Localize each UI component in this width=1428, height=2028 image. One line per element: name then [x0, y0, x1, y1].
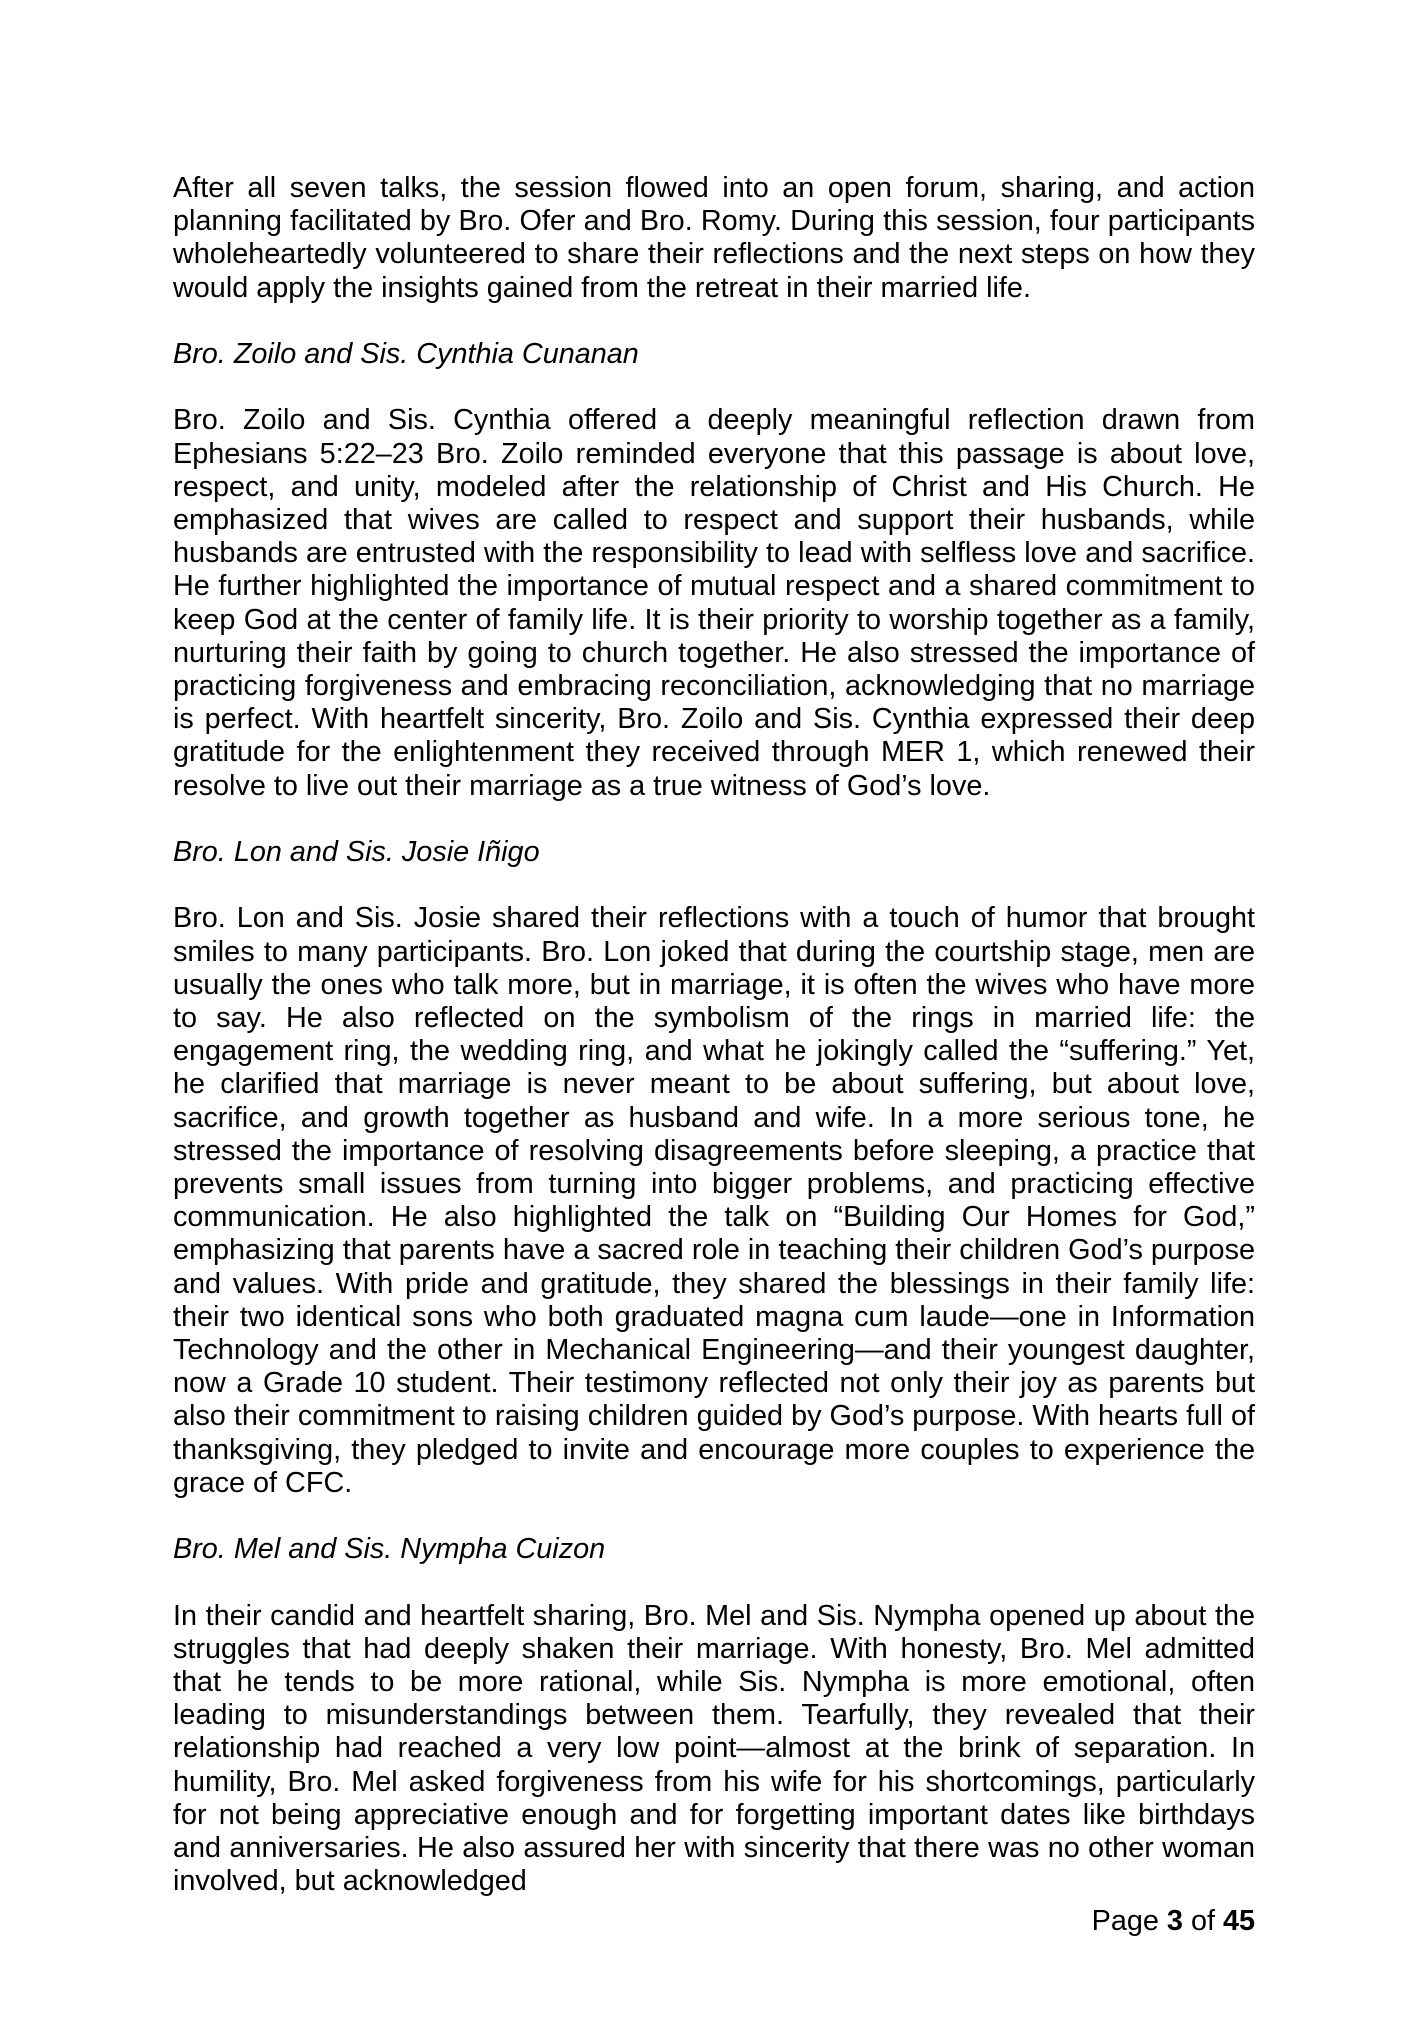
section-paragraph-zoilo-cynthia: Bro. Zoilo and Sis. Cynthia offered a deeply meaningful reflection drawn from Ephesians 5:22–23 Bro. Zoilo reminded everyone that this passage is about love, respect, and unity, modeled after the relationship of Christ and His Church. He emphasized that wives are called to respect and support their husbands, while husbands are entrusted with the responsibility to lead with selfless love and sacrifice. He further highlighted the importance of mutual respect and a shared commitment to keep God at the center of family life. It is their priority to worship together as a family, nurturing their faith by going to church together. He also stressed the importance of practicing forgiveness and embracing reconciliation, acknowledging that no marriage is perfect. With heartfelt sincerity, Bro. Zoilo and Sis. Cynthia expressed their deep gratitude for the enlightenment they received through MER 1, which renewed their resolve to live out their marriage as a true witness of God’s love. — [173, 404, 1255, 802]
page-label: Page — [1091, 1905, 1167, 1938]
section-heading-mel-nympha: Bro. Mel and Sis. Nympha Cuizon — [173, 1533, 606, 1566]
section-heading-zoilo-cynthia: Bro. Zoilo and Sis. Cynthia Cunanan — [173, 338, 639, 370]
page-total-number: 45 — [1222, 1905, 1255, 1938]
section-paragraph-lon-josie: Bro. Lon and Sis. Josie shared their reflections with a touch of humor that brought smiles to many participants. Bro. Lon joked that during the courtship stage, men are usually the ones who talk more, but in marriage, it is often the wives who have more to say. He also reflected on the symbolism of the rings in married life: the engagement ring, the wedding ring, and what he jokingly called the “suffering.” Yet, he clarified that marriage is never meant to be about suffering, but about love, sacrifice, and growth together as husband and wife. In a more serious tone, he stressed the importance of resolving disagreements before sleeping, a practice that prevents small issues from turning into bigger problems, and practicing effective communication. He also highlighted the talk on “Building Our Homes for God,” emphasizing that parents have a sacred role in teaching their children God’s purpose and values. With pride and gratitude, they shared the blessings in their family life: their two identical sons who both graduated magna cum laude—one in Information Technology and the other in Mechanical Engineering—and their youngest daughter, now a Grade 10 student. Their testimony reflected not only their joy as parents but also their commitment to raising children guided by God’s purpose. With hearts full of thanksgiving, they pledged to invite and encourage more couples to experience the grace of CFC. — [173, 902, 1255, 1499]
page-number-footer — [1060, 1872, 1255, 1972]
intro-paragraph: After all seven talks, the session flowed into an open forum, sharing, and action planning facilitated by Bro. Ofer and Bro. Romy. During this session, four participants wholeheartedly volunteered to share their reflections and the next steps on how they would apply the insights gained from the retreat in their married life. — [173, 172, 1255, 304]
section-heading-lon-josie: Bro. Lon and Sis. Josie Iñigo — [173, 836, 540, 869]
section-paragraph-mel-nympha: In their candid and heartfelt sharing, Bro. Mel and Sis. Nympha opened up about the struggles that had deeply shaken their marriage. With honesty, Bro. Mel admitted that he tends to be more rational, while Sis. Nympha is more emotional, often leading to misunderstandings between them. Tearfully, they revealed that their relationship had reached a very low point—almost at the brink of separation. In humility, Bro. Mel asked forgiveness from his wife for his shortcomings, particularly for not being appreciative enough and for forgetting important dates like birthdays and anniversaries. He also assured her with sincerity that there was no other woman involved, but acknowledged — [173, 1599, 1255, 1898]
document-body — [173, 172, 1255, 1932]
page-current-number: 3 — [1166, 1905, 1183, 1938]
page-of-label: of — [1182, 1905, 1223, 1938]
